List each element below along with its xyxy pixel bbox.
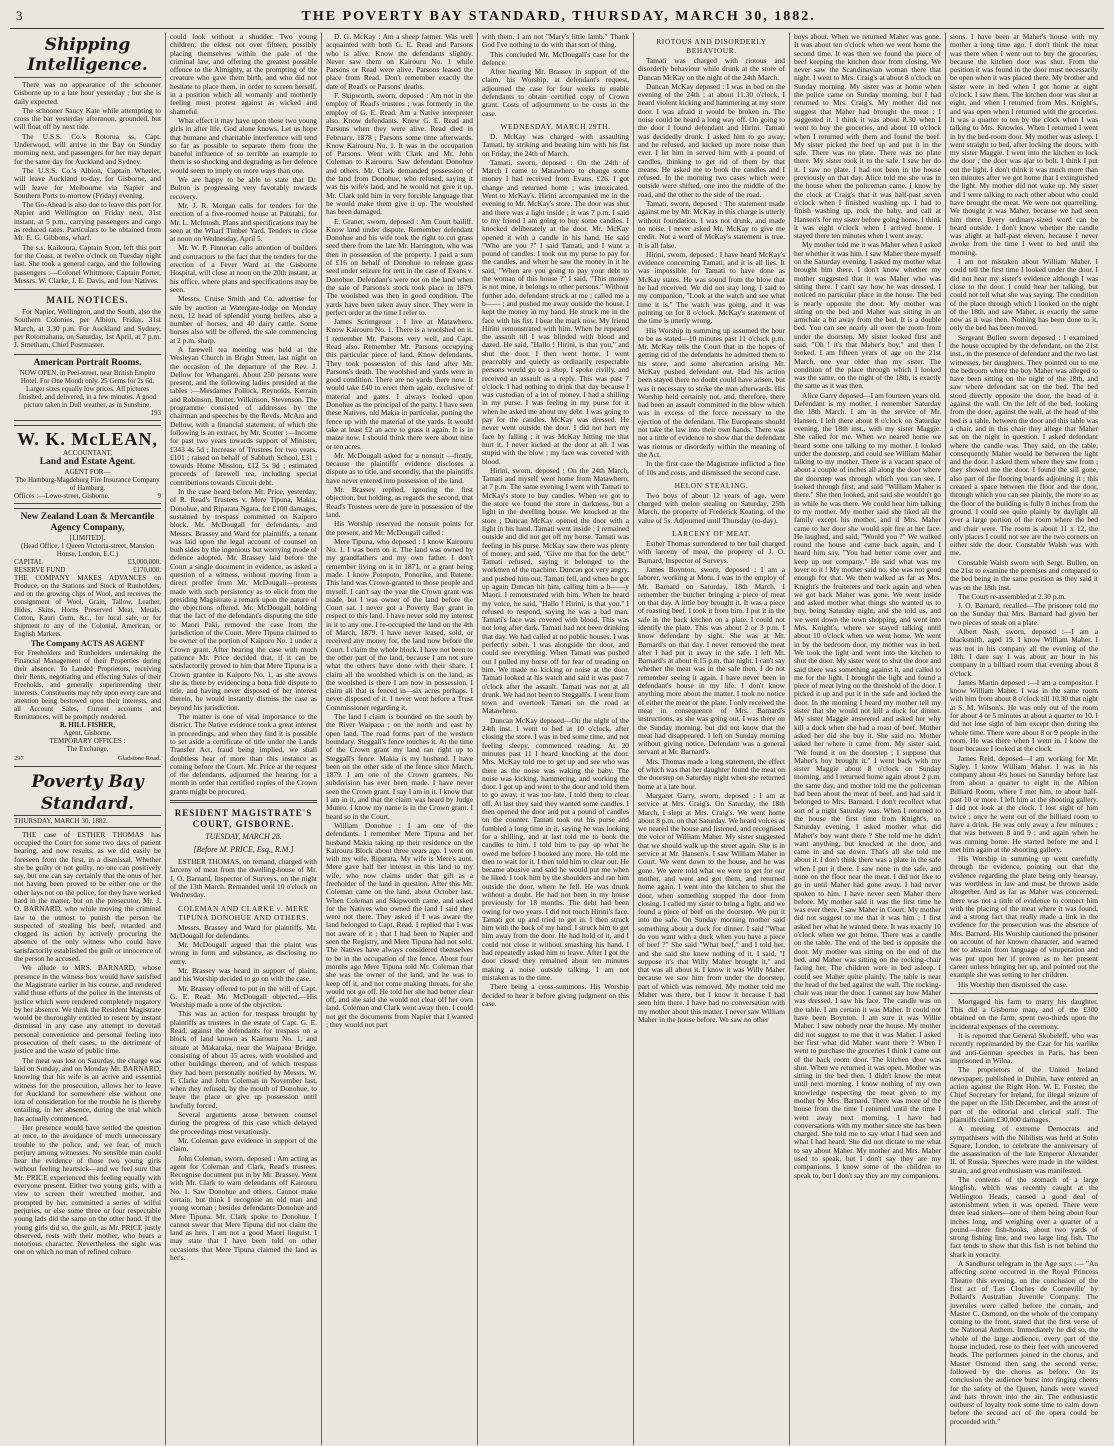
advert-text-2: For Freeholders and Runholders undertaking the Financial Management of their Properties during their absence. To Landed Proprietors, receiving their Rents, negotiating and effecting Sales of their Freeholds, and generally superintending their interests. Constituents may rely upon every care and attention being bestowed upon their interests, and all Account Sales, Current accounts and Remittances, will be promptly rendered. xyxy=(14,648,161,721)
paragraph: There being a cross-summons, His Worship decided to hear it before giving judgment on this case. xyxy=(482,982,629,1008)
column-3 xyxy=(322,33,478,1445)
divider xyxy=(170,800,317,803)
paragraph: The s.s. Kaikoura, Captain Scott, left this port for the Coast, at twelve o'clock on Tuesday night last. She took a general cargo, and the following passengers :—Colonel Whitmore, Captain Porter, Messrs. W. Clarke, J. E. Davis, and four Natives. xyxy=(14,242,161,285)
paragraph: We are happy to be able to state that Dr. Bulton is progressing very favorably towards recovery. xyxy=(170,175,317,201)
temporary-offices: TEMPORARY OFFICES : xyxy=(49,736,126,745)
paragraph: The U.S.S. Co.'s Albion, Captain Wheeler, will leave Auckland to-day, for Gisborne, and will leave for Melbourne via Napier and Southern Ports to-morrow (Friday) evening. xyxy=(14,165,161,200)
columns xyxy=(10,33,1104,1445)
column-2 xyxy=(166,33,322,1445)
paragraph: Albert Nash, sworn, deposed :—I am a blacksmith, aged 19. I know William Maher. I was not in his company all the evening of the 18th. I dare say I was about an hour in his company in a billiard room that evening about 8 o'clock. xyxy=(950,627,1098,678)
advert-office: Offices :—Lowe-street, Gisborne. xyxy=(14,491,110,500)
paragraph: Sergeant Bullen sworn deposed : I examined the house occupied by the defendant, on the 21st inst., in the presence of defendant and the two last witnesses, her daughters. They pointed out to me the bedroom where the boy Maher was alleged to have been sitting on the night of the 18th, and saw where defendant sat on the bed. The bed stood directly opposite the door, the head of it against the wall. On the left of the bed, looking from the door, against the wall, at the head of the bed is a table, between the door and this table was a chair, and in this chair they allege that Maher sat on the night in question. I asked defendant where the candle was. They said, on the table, consequently Maher would be between the light and the door. I asked them where they saw from ; they showed me the door. I found the sill gone, also part of the flooring boards adjoining it ; this created a space between the floor and the door, through which you can see plainly, the more so as the floor of the building is fully 8 inches from the ground. I could see quite plainly by daylight all over a large portion of the room where the bed and chair were. The room is about 11 x 12, the only places I could not see are the two corners on either side the door. Constable Walsh was with me. xyxy=(950,332,1098,558)
reserve-value: £170,000. xyxy=(133,565,161,574)
masthead-title: THE POVERTY BAY STANDARD, THURSDAY, MARCH 30, 1882. xyxy=(301,9,816,24)
court-heading: RESIDENT MAGISTRATE'S COURT, GISBORNE. xyxy=(174,808,313,830)
column-5 xyxy=(634,33,790,1445)
advert-limited: [LIMITED]. xyxy=(69,533,106,542)
paragraph: Messrs. Cruise Smith and Co. advertise for sale by auction at Watergate-lodge on Monday next, 12 head of splendid young heifers, also a number of horses, and 40 dairy cattle. Some horses also will be offered, the sale commencing at 2 p.m. sharp. xyxy=(170,294,317,345)
advert-agent: AGENT FOR— xyxy=(64,467,111,476)
paragraph: A Sandhurst telegram in the Age says :— "An affecting scene occurred in the Royal Princess Theatre this evening, on the conclusion of the first act of 'Les Cloches de Corneville' by Pollard's Australian Juvenile Company. The juveniles were called before the curtain, and Master C. Osmond, on the whole of the company coming to the front, stated that the first verse of the National Anthem. Immediately he did so, the whole of the large audience, every part of the house included, rose to their feet with uncovered heads. The performers joined in the chorus, and Master Osmond then sang the second verse, followed by the chorus as before. On its conclusion the audience burst into ringing cheers for the safety of the Queen, hands were waved and hats thrown into the air. The enthusiastic outburst of loyalty took some time to calm down before the second act of the opera could be proceeded with." xyxy=(950,1259,1098,1426)
advert-nz-loan xyxy=(14,508,161,767)
dateline xyxy=(14,815,161,828)
paragraph: Two boys of about 12 years of age, were charged with melon stealing on Saturday, 25th March, the property of Frederick Keating, of the value of 5s. Adjourned until Thursday (to-day). xyxy=(638,490,785,525)
column-1 xyxy=(10,33,166,1445)
advert-road: Gladstone Road. xyxy=(117,754,161,762)
advert-mclean xyxy=(14,425,161,504)
paragraph: Mr. W. P. Finneran calls attention of builders and contractors to the fact that the tenders for the erection of a Fever Ward at the Gisborne Hospital, will close at noon on the 20th instant, at his office, where plans and specifications may be seen. xyxy=(170,243,317,294)
paragraph: Mr. Brassey replied, ignoring the first objection, but holding, as regards the second, that Read's Trustees were de jure in possession of the land. xyxy=(326,485,473,519)
paragraph: James Reid, deposed—I am working for Mr. Sigley. I know William Maher. I was in his company about 4½ hours on Saturday before last from about a quarter to eight in the Albion Billiard Room, where I met him, to about half-past 10 or more. I left him at the shooting gallery. I did not look at the clock. I lost sight of him twice ; once he went out of the billiard room to have a drink. He was only away a few minutes ; that was between 8 and 9 ; and again when he was running home. He started before me and I met him again at the shooting gallery. xyxy=(950,753,1098,854)
paragraph: The land I claim is bounded on the south by the River Waipaoa ; on the north and east by open land. The road forms part of the western boundary. Steggall's fence touches it. At the time of the Crown grant my land ran right up to Steggall's fence. Makia is my husband. I have been on the other side of the fence since March, 1879. I am one of the Crown grantees. No subdivision has ever been made. I have never seen the Crown grant. I say I am in it. I know that I am in it, and that the claim was heard by Judge Munro. I know my name is in the Crown grant. I heard so in the Court. xyxy=(326,712,473,821)
paragraph: Tamati, sworn, deposed : On the 24th of March I came to Matawhero to change some money I had received from Evans, £26. I got change and returned home ; was intoxicated. Went to McKay's. Hirini accompanied me in the evening to Mr. McKay's store. The door was shut and there was a light inside ; it was 7 p.m. I said to my friend I am going to buy some candles. I knocked deliberately at the door. Mr. McKay opened it with a candle in his hand. He said "Who are you ?" I said Tamati, and I want a pound of candles. I took out my purse to pay for the candles, and when he saw the money in it he said, "When are you going to pay your debt to the woman of this house ?" I said, "This money is not mine, it belongs to other persons." Without further ado, defendant struck at me ; called me a b—— ; and pushed me away outside the house. I kept the money in my hand. He struck me in the face with his fist. I bear the mark now. My friend Hirini remonstrated with him. When he repeated the assault till I was blinded with blood and dazed. He said, "Hallo ! Hirini, is that you," and shut the door. I then went home. I went peaceably and quietly as ordinarily respectable persons would go to a shop. I spoke civilly, and received an assault as a reply. This was past 7 o'clock. I had nothing to drink that day because I was custodian of a lot of money. I had a shilling in my purse. I was feeling in my purse for it when he asked me about my debt. I was going to pay for the candles. McKay was dressed. He never went outside the door. I did not hurt my face by falling ; it was McKay hitting me that hurt it. I never kicked at the door at all. I was stupid with the blow ; my face was covered with blood. xyxy=(482,157,629,466)
paper-title: Poverty Bay Standard. xyxy=(31,771,144,814)
advert-sub: Land and Estate Agent. xyxy=(39,456,136,467)
paragraph: The U.S.S. Co.'s Rotorua ss, Capt. Underwood, will arrive in the Bay on Sunday morning next, and passengers for her may depart for the same day for Auckland and Sydney. xyxy=(14,131,161,166)
paragraph: Mrs. Thomas made a long statement, the effect of which was that her daughter found the meat on the doorstep on Saturday night when she returned home at a late hour. xyxy=(638,756,785,791)
masthead xyxy=(10,8,1104,29)
paragraph: Esther Thomas surrendered to her bail charged with larceny of meat, the property of J. O. Barnard, Inspector of Surveys. xyxy=(638,539,785,565)
paragraph: ESTHER THOMAS, on remand, charged with larceny of meat from the dwelling-house of Mr. J. O. Barnard, Inspector of Surveys, on the night of the 13th March. Remanded until 10 o'clock on Wednesday. xyxy=(170,857,317,900)
column-7 xyxy=(946,33,1102,1445)
column-6 xyxy=(790,33,946,1445)
paragraph: James Boynton, sworn, deposed : I am a laborer, working at Motu. I was in the employ of Mr. Barnard on Saturday, 18th March. I remember the butcher bringing a piece of meat on that day. A little boy brought it. It was a piece of roasting beef. I took it from him. I put it in the safe in the back kitchen on a plate. I could not identify the plate. This was about 2 or 3 p.m. I know defendant by sight. She was at Mr. Barnard's on that day. I never removed the meat after I had put it away in the safe. I left Mr. Barnard's at about 6.15 p.m. that night. I can't say whether the meat was in the safe then. I do not remember seeing it again. I have never been in defendant's house in my life. I don't know anything more about the matter. I took no notice of either the meat or the plate. I only received the meat in consequence of Mrs. Barnard's instructions, as she was going out. I was there on the Sunday morning, but did not know that the meat had disappeared. I left on Sunday morning without giving notice. Defendant was a general servant at Mr. Barnard's. xyxy=(638,564,785,757)
advert-portrait-rooms xyxy=(14,354,161,421)
advert-text: THE COMPANY MAKES ADVANCES on Produce, on the Stations and Stock of Runholders, and on the growing clips of Wool, and receives the consignment of Wool, Grain, Tallow, Leather, Hides, Skins, Horns Preserved Meat, Metals, Cotton, Kauri Gum, &c., for local sale, or for shipment to any of the Colonial, American, or English Markets. xyxy=(14,573,161,638)
paragraph: James Martin deposed :—I am a compositor. I know William Maher. I was in the same room with him from about 8 o'clock till 10.30 that night at S. M. Wilson's. He was only out of the room for about 4 or 5 minutes at about a quarter to 10. I did not lose sight of him except then during the whole time. There were about 8 or 9 people in the room. He was there when I went in. I know the hour because I looked at the clock. xyxy=(950,677,1098,754)
paragraph: Mr. McDougall asked for a nonsuit —firstly, because the plaintiffs' evidence discloses a dispute as to title, and secondly, that the plaintiffs have never entered into possession of the land. xyxy=(326,450,473,485)
paragraph: A farewell tea meeting was held at the Wesleyan Church in Bright Street, last night on the occasion of the departure of the Rev. J. Dellow for Whangarei. About 250 persons were present, and the following ladies presided at the tables :—Mesdames Pollock, Reynolds, Kerrain and Robinson, Rutter, Wilkinson, Stevenson. The programme consisted of addresses by the chairman and speeches by the Revds. McAra and Dellow, with a financial statement, of which the following is an extract, by Mr. Scotter :—Income for past two years towards support of Minister, £343 4s 5d ; Increase of Trustees for two years, £101 ; raised on behalf of Sabbath School, £31 ; towards Home Mission, £12 5s 9d ; estimated proceeds of farewell tea, including special contributions towards Circuit debt. xyxy=(170,344,317,487)
paragraph: Mere Tipuna, who deposed : I know Kairouru No. 1. I was born on it. The land was owned by my grandfathers and my own father. I don't remember living on it in 1871, or a grant being made. I know Potopoto, Ponorike, and Rutene. This land was Crown-granted to those people and myself. I can't say the year the Crown grant was made, but I was owner of the land before the Court sat. I never got a Poverty Bay grant in respect to this land. I have never sold my interest in it to any one. I re-occupied the land on the 4th of March, 1879. I have never leased, sold, or received any money for, the land now before the Court. I claim the whole block. I have not been to the other part of the land, because I am not sure what the others have done with their share. I claim all the woolshed which is on the land, as the woolshed is there I am now in possession. I claim all that is fenced in—six acres perhaps. I never disposed of it. I never went before a Trust Commissioner regarding it. xyxy=(326,536,473,712)
paragraph: The proprietors of the United Ireland newspaper, published in Dublin, have entered an action against the Right Hon. W. E. Forster, the Chief Secretary for Ireland, for illegal seizure of the paper on the 15th December, and the arrest of part of the editorial and clerical staff. The plaintiffs claim £30,000 damages. xyxy=(950,1065,1098,1124)
advert-title: New Zealand Loan & Mercantile Agency Company, xyxy=(20,511,155,533)
page-number-right xyxy=(1093,8,1098,24)
paragraph: For Napier, Wellington, and the South, also the Southern Colonies, per Albion, Friday, 31st March, at 3.30 p.m. For Auckland and Sydney, per Rotomahana, on Saturday, 1st April, at 7 p.m. J. Smetham, Chief Postmaster. xyxy=(14,307,161,350)
capital-value: £3,000,000. xyxy=(127,557,161,566)
paragraph: Mr. Brassey was heard in support of plaint, and his Worship decided to go on with the case. xyxy=(170,965,317,984)
paragraph: James Scrimgeour : I live at Matawhero. Know Kairouru No. 1. There is a woolshed on it. I remember Mr. Parsons very well, and Capt. Read also. Remember Mr. Parsons occupying this particular piece of land. Know defendants. They took possession of this land after Mr. Parsons's death. The woolshed and yards were in good condition. There are no yards there now. It would take £40 to erect them again, exclusive of material and gates. I always looked upon Donohue as the principal of the party. I have seen these Natives, old Makia in particular, putting the fence up with the material of the yards. It would take at least £2 an acre to grass it again. It is in maize now. I should think there were about nine or ten acres. xyxy=(326,317,473,451)
leader-paragraph: THE case of ESTHER THOMAS has occupied the Court for some two days of patient hearing, and now results, as we did easily be foreseen from the first, in a dismissal. Whether she be guilty or not guilty, no one can positively say, but one can say certainly that the onus of her not having been proved to be either one or the other lays not on the police, for they have worked hard in the matter, but on the prosecutor, Mr. J. O. BARNARD, who while moving the criminal law to the utmost to punish the person he suspected of stealing his beef, retarded and clogged its action by actively procuring the absence of the only witness who could have satisfactorily established the guilt or innocence of the person he accused. xyxy=(14,829,161,964)
advert-text: The Hamburg-Magdeburg Fire Insurance Company of Hamburg. xyxy=(15,475,160,492)
paragraph: Mr. J. R. Morgan calls for tenders for the erection of a five-roomed house at Patutahi, for Mr. L. McIntosh. Plans and specifications may be seen at the Wharf Timber Yard. Tenders to close at noon on Wednesday, April 5. xyxy=(170,200,317,244)
advert-number: 297 xyxy=(14,754,24,762)
paragraph: Mr. Coleman gave evidence in support of the claim. xyxy=(170,1135,317,1154)
page-number: 3 xyxy=(16,8,24,23)
paragraph: Mr. Brassey offered to put in the will of Capt. G. E. Read. Mr. McDougall objected.—His Worship made a note of the objection. xyxy=(170,983,317,1010)
paragraph: This was an action for trespass brought by plaintiffs as trustees in the estate of Capt. G. E. Read, against the defendants for trespass on a block of land known as Kairouru No. 1, and situate at Makaraka, near the Waipaoa Bridge, consisting of about 15 acres, with woolshed and other buildings thereon, and of which trespass they had been personally notified by Messrs. W. F. Clarke and John Coleman in November last, when they refused, by the mouth of Donohue, to leave the place or give up possession until lawfully forced. xyxy=(170,1009,317,1110)
paragraph: There was no appearance of the schooner Gisborne up to a late hour yesterday ; but she is daily expected. xyxy=(14,80,161,106)
paragraph: with them. I am not "Mary's little lamb." Thank God I've nothing to do with that sort of thing. xyxy=(482,33,629,50)
mail-notices-heading: MAIL NOTICES. xyxy=(46,295,129,306)
paragraph: The Go-Ahead is also due to leave this port for Napier and Wellington on Friday next, 31st instant, at 5 p.m., carrying passengers and cargo as reduced rates. Particulars to be obtained from Mr. E. G. Gibbons, wharf. xyxy=(14,200,161,243)
paragraph: In the first case the Magistrate inflicted a fine of 10s and costs, and dismissed the second case. xyxy=(638,459,785,477)
section-heading: RIOTOUS AND DISORDERLY BEHAVIOUR. xyxy=(656,37,767,55)
reserve-label: RESERVE FUND xyxy=(14,565,66,574)
temporary-place: The Exchange, xyxy=(66,744,109,753)
paragraph: The contents of the stomach of a large kingfish, which was recently caught at the Wellington Heads, caused a good deal of astonishment when it was opened. There were three lead sinkers—one of them being about four inches long, and weighing over a quarter of a pound—three fish-hooks, about two yards of strong fishing line, and two large ling fish. The fact tends to show that this fish is not behind the shark in voracity. xyxy=(950,1175,1098,1259)
advert-role: ACCOUNTANT, xyxy=(63,448,112,457)
section-heading: HELON STEALING. xyxy=(674,480,749,490)
paragraph: His Worship in summing up assumed the hour to be as stated—10 minutes past 11 o'clock p.m. Mr. McKay tells the Court that in the hopes of getting rid of the defendants he admitted them to his store, and some altercation arising Mr. McKay pushed defendant out. Had his action been stayed there no doubt could have arisen, but was it necessary to strike the man afterwards. His Worship held certainly not, and, therefore, there had been an assault committed in the blow which was in excess of the force necessary to the ejection of the defendant. The Europeans should not take the law into their own hands. There was not a tittle of evidence to show that the defendant was riotous or disorderly within the meaning of the Act. xyxy=(638,325,785,459)
divider xyxy=(950,993,1098,994)
paragraph: D. G. McKay : Am a sheep farmer. Was well acquainted with both G. E. Read and Parsons who is alive. Know the defendants slightly. Never saw them on Kairouru No. 1 while Parsons or Read were alive. Parsons leased the place from Read. Don't remember exactly the date of Read's or Parsons' deaths. xyxy=(326,33,473,91)
paragraph: What effect it may have upon these two young girls in after life, God alone knows. Let us hope that humane and charitable interference will tend so far as possible to separate them from the baneful influence of so terrible an example to them is so shocking and degrading as her defence would seem to imply on more ways than one. xyxy=(170,115,317,175)
paragraph: Margaret Garry, sworn, deposed : I am at service at Mrs. Craig's. On Saturday, the 18th March, I slept at Mrs. Craig's. We went home about 8 p.m. on that Saturday. We heard voices as we neared the house and listened, and recognised the voice of William Maher. My sister suggested that we should walk up the street again. She is in service at Mr. Hansen's. I saw William Maher in Court. We went down to the house, and he was gone. We were told what we were to get for our mother, and went and got them, and returned home again. I went into the kitchen to shut the door, when something stopped the door from closing. I called my sister to bring a light, and we found a piece of beef on the doorstep. We put it into the safe. On Sunday morning mother said something about a duck for dinner. I said "What do you want with a duck when you have a piece of beef ?" She said "What beef," and I told her, and she said she knew nothing of it. I said, "I suppose it's that Willy Maher brought it," and that was all about it. I know it was Willy Maher because we saw him from under the doorstep, part of which was removed. My mother told me Maher was there, but I know it because I had seen him there. I have had no conversation with my mother about this matter. I never saw William Maher in the house before. We saw no other xyxy=(638,790,785,1024)
paragraph: His Worship then dismissed the case. xyxy=(958,979,1068,989)
advert-agent-name: R. HILL FISHER, xyxy=(59,720,116,729)
court-before: [Before M. PRICE, Esq., R.M.] xyxy=(193,845,294,855)
advert-name: W. K. McLEAN, xyxy=(17,428,158,449)
paragraph: Constable Walsh sworn with Sergt. Bullen, on the 21st to examine the premises and compared to the bed being in the same position as they said it was on the 18th inst. xyxy=(950,557,1098,592)
paragraph: The schooner Saucy Kate while attempting to cross the bar yesterday afternoon, grounded, but will float off by next tide. xyxy=(14,105,161,132)
paragraph: Mortgaged his farm to marry his daughter. This did a Gisborne man, and of the £300 obtained on the farm, spent two-thirds upon the incidental expenses of the ceremony. xyxy=(950,996,1098,1031)
paragraph: D. McKay was charged with assaulting Tamati, by striking and beating him with his fist on Friday, the 24th of March. xyxy=(482,131,629,158)
paragraph: J. O. Barnard, recalled—The prisoner told me on the Sunday that Mrs. Barnard had given her two pieces of steak on a plate. xyxy=(950,601,1098,627)
paragraph: sions. I have been at Maher's house with my mother a long time ago. I don't think the meat was there when I went out to buy the groceries, because the kitchen door was shut. From the position it was found in the door must necessarily be open when it was placed there. My brother and sister were in bed when I got home at eight o'clock. I saw them. The kitchen door was shut at eight, and when I returned from Mrs. Knight's, and was open when I returned with the groceries. It was a quarter to ten by the clock when I was talking to Mrs. Knowles. When I returned I went in by the bed-room door. My mother was asleep. I went straight to bed, after locking the doors, with my sister Maggie. I went into the kitchen to lock the door ; the door was ajar to bolt. I think I put out the light. I don't think it was much more than ten minutes after we got home that I extinguished the light. My mother did not wake up. My sister and I were talking to each other about who could have brought the meat. We were not quarrelling. We thought it was Maher, because we had seen him there. Every ordinary-sized word can be heard outside. I don't know whether the candle was alight at half-past eleven, because I never awoke from the time I went to bed until the morning. xyxy=(950,33,1098,257)
column-4 xyxy=(478,33,634,1445)
paragraph: His Worship reserved the nonsuit points for the present, and Mr. McDougall called : xyxy=(326,519,473,537)
shipping-heading: Shipping Intelligence. xyxy=(14,35,161,78)
paragraph: Tamati, sworn, deposed : The statement made against me by Mr. McKay in this charge is utterly without foundation. I was not drunk, and made no noise. I never asked Mr. McKay to give me credit. Not a word of McKay's statement is true. It is all false. xyxy=(638,199,785,250)
paragraph: could look without a shudder. Two young children, the eldest not over fifteen, possibly placing themselves within the pale of the criminal law, and offering the greatest possible offence to the Almighty, at the prompting of the creature who gave them birth, and who did not hesitate to place them, in order to screen herself, in a position which all womanly and motherly feeling must protest against as wicked and shameful. xyxy=(170,33,317,116)
paragraph: I am not mistaken about William Maher. I could tell the first time I looked under the door. I did not hear my sister's evidence although I was close to the door. I could hear her talking, but could not tell what she was saying. The condition of the place through which I looked on the night of the 18th, and saw Maher, is exactly the same now as it was then. Nothing has been done to it, only the bed has been moved. xyxy=(950,257,1098,333)
advert-office: (Head Office, 1 Queen Victoria-street, Mansion House, London, E.C.) xyxy=(20,541,155,558)
date-heading: WEDNESDAY, MARCH 29TH. xyxy=(500,121,611,131)
paragraph: E. Graner, sworn, deposed : Am Court bailiff. Know land under dispute. Remember defendant Donohue and his wife took the right to cut grass seed there from the late Mr. Harrington, who was then in possession of the property. I paid a sum of £16 on behalf of Donohue to release grass seed under seizure for rent in the case of Evans v. Donohue. Defendant's were not on the land when the sale of Parsons's stock took place in 1879. The woolshed was then in good condition. The yards have been taken away since. They were in perfect order at the time I refer to. xyxy=(326,216,473,317)
advert-title: American Portrait Rooms. xyxy=(33,357,142,368)
leader-paragraph: The meat was lost on Saturday, the charge was laid on Sunday, and on Monday Mr. BARNARD, knowing that his wife is an active and essential witness for the prosecution, allows her to leave for Auckland for somewhere else without one iota of consideration for the trouble he is thereby entailing, in her absence, during the trial which has actually commenced. xyxy=(14,1055,161,1123)
leader-paragraph: Her presence would have settled the question at once, to the avoidance of much unnecessary trouble to the police, and, we fear, of much perjury among witnesses. No sensible man could hear the evidence of those two young girls without feeling heartsick—and we feel sure that Mr. PRICE experienced this feeling equally with everyone present. Either two young girls, with a view to screen their wretched mother, and prompted by her, committed a series of wilful perjuries, or else some three or four respectable young lads did the same on the other hand. If the young girls did so, the guilt, as Mr. PRICE justly observed, rests with their mother, who bears a notorious character. Nevertheless the sight was one on which no man of refined culture xyxy=(14,1123,161,1257)
paragraph: Duncan McKay deposed : I was in bed on the evening of the 24th ; at about 11.30 o'clock, I heard violent kicking and hammering at my store door. I was afraid it would be broken in. The noise could be heard a long way off. On going to the door I found defendant and Hirini. Tamati was decidedly drunk. I asked him to go away, and he refused, and kicked up more noise than ever. I let him in served him with a pound of candles, thinking to get rid of them by that means. He asked me to book the candles and I refused. In the morning two cases which were outside were shifted, one into the middle of the road, and the other to the side of the road. xyxy=(638,81,785,199)
paragraph: John Coleman, sworn, deposed : Am acting as agent for Coleman and Clark, Read's trustees. Recognise document put in by Mr. Brassey. Went with Mr. Clark to warn defendants off Kairouru No. 1. Saw Donohue and others. Cannot make certain, but think I recognise an old man and young woman ; besides defendants Donohue and Mere Tipuna. Mr. Clark spoke to Donohue. I cannot swear that Mere Tipuna did not claim the land as hers. I am not a good Maori linguist. I may state that I have been told on other occasions that Mere Tipuna claimed the land as her's. xyxy=(170,1153,317,1263)
divider xyxy=(14,289,161,290)
advert-number: 193 xyxy=(150,408,161,417)
paragraph: Hirini, sworn, deposed : On the 24th March, Tamati and myself went home from Matawhero, at 7 p.m. The same evening I went with Tamati to McKay's store to buy candles. When we got to the store we found the store in darkness, but a light in the dwelling house. We knocked at the store ; Duncan McKay opened the door with a light in his hand. Tamati went inside ; I remained outside and did not get off my horse. Tamati was feeling in his purse. McKay saw there was plenty of money, and said, "Give me that for the debt." Tamati refused, saying it belonged to the workmen of the machine. Duncan got very angry, and pushed him out. Tamati fell, and when he got up again Duncan hit him, calling him a b——y Maori. I remonstrated with him. When he heard my voice, he said, "Hallo ! Hirini, is that you." I refused to respond, saying he was a bad man. Tamati's face was covered with blood. This was not long after dark. Tamati had not been drinking that day. We had called at no public houses. I was perfectly sober. I was alongside the door, and could see everything. When Tamati was pushed out I pulled my horse off for fear of treading on him. We made no kicking or noise at the door. Tamati looked at his watch and said it was past 7 o'clock after the assault. Tamati was not at all drunk. We had not been to Steggall's. I went from town and overtook Tamati on the road at Matawhero. xyxy=(482,465,629,716)
paragraph: His Worship in summing up went carefully through the evidence, pointing out that the evidence regarding the plate being only hearsay, was worthless in law and must be thrown aside altogether. And as far as Maher was concerned, there was not a tittle of evidence to connect him with the placing of the meat where it was found, and a strong fact that really made a link in the evidence for the prosecution was the absence of Mrs. Barnard. His Worship cautioned the prisoner on account of her known character, and warned her to abstain from language of vituperation and was put upon her if proven as to her present career unless bringing her up, and pointed out the example she was setting to her children. xyxy=(950,854,1098,980)
paragraph: It is reported that General Skobeleff, who was recently reprimanded by the Czar for his warlike and anti-German speeches in Paris, has been imprisoned in Wilna. xyxy=(950,1031,1098,1065)
paragraph: This concluded Mr. McDougall's case for the defence. xyxy=(482,49,629,67)
leader-paragraph: We allude to MRS. BARNARD, whose presence in the witness box would have satisfied the Magistrate earlier in his course, and rendered valid those efforts of the police in the interests of justice which were rendered completely nugatory by her absence. We think the Resident Magistrate would be thoroughly entitled to resent by instant dismissal in any case any attempt to dovetail personal convenience and personal feeling into prosecution of theft cases, to the detriment of justice and the waste of public time. xyxy=(14,963,161,1056)
paragraph: Messrs. Brassey and Ward for plaintiffs. Mr. McDougall for defendants. xyxy=(170,922,317,940)
paragraph: William Donohue : I am one of the defendants. I remember Mere Tipuna and her husband Makia taking up their residence on the Kairouru Block about three years ago. I went on with my wife, Riparata. My wife is Mere's aunt. Mere gave half her interest in this land to my wife, who now claims under that gift as a freeholder of the land in question. After this Mr. Coleman came on the land, about October last. When Coleman and Skipworth came, and asked for the Natives who owned the land I said they were not there. They asked if I was aware the land belonged to Capt. Read. I replied that I was not aware of it ; that I had been to Napier and seen the Registry, and Mere Tipuna had not sold. The Natives have always considered themselves to be in the occupation of the fence. About four months ago Mere Tipuna told Mr. Coleman that she was the owner of the land, and he was to keep off it, and not come making threats, for she would not go off. He told her she had better clear off, and she said she would not clear off her own land. Coleman and Clark went away then. I could not get the documents from Napier that I wanted ; they would not part xyxy=(326,820,473,1030)
paragraph: After hearing Mr. Brassey in support of the claim, his Worship, at defendant's request, adjourned the case for four weeks to enable defendants to obtain certified copy of Crown grant. Costs of adjournment to be costs in the case. xyxy=(482,67,629,118)
advert-acts: The Company ACTS AS AGENT xyxy=(30,638,145,648)
paragraph: My mother told me it was Maher when I asked her whether it was him. I saw Maher there myself on the Saturday evening. I asked my mother what brought him there. I don't know whether my mother suggested that it was Maher who was sitting there. I can't say how he was dressed. I noticed no particular place in the house. The bed is nearly opposite the door. My mother was sitting on the bed and Maher was sitting in an armchair a bit away from the bed. It is a double bed. You can see nearly all over the room from under the doorstep. My sister looked first and said, "Oh ! it's that Maher's boy," and then I looked. I am fifteen years of age on the 21st March, one year older than my sister. The condition of the place through which I looked was the same, on the night of the 18th, is exactly the same as it was then. xyxy=(794,240,941,391)
paragraph: F. Skipworth, sworn, deposed : Am not in the employ of Read's trustees ; was formerly in the employ of G. E. Read. Am a Native interpreter also. Know defendants. Knew G. E. Read and Parsons when they were alive. Read died in February, 1878 ; Parsons some time afterwards. Know Kairouru No. 1. It was in the occupation of Parsons. Went with Clark and Mr. John Coleman to Kairouru. Saw defendant Donohue and others. Mr. Clark demanded possession of the land from Donohue, who refused, saying it was his wife's land, and he would not give it up. Mr. Clark told him in very forcible language that he would make them give it up. The woolshed has been damaged. xyxy=(326,91,473,217)
paragraph: A meeting of extreme Democrats and sympathisers with the Nihilists was held at Soho Square, London, to celebrate the anniversary of the assassination of the late Emperor Alexander II. of Russia. Speeches were made in the wildest strain, and great enthusiasm was manifested. xyxy=(950,1124,1098,1175)
paragraph: The Court re-assembled at 2.30 p.m. xyxy=(958,591,1066,601)
advert-text: NOW OPEN, in Peel-street, near British Empire Hotel. For One Month only. 25 Gems for 2s 6d. Larger sizes equally low prices. All pictures finished, and delivered, in a few minutes. A good picture taken in Dull weather, as in Sunshine. xyxy=(18,368,157,409)
paragraph: Hirini, sworn, deposed : I have heard McKay's evidence concerning Tamati, and it is all lies. It was impossible for Tamati to have done as McKay states. He was sound from the blow that he had received. We did not stay long. I said to my companion, "Look at the watch and see what time it is." The watch was going, and it was pointing on for 8 o'clock. McKay's statement of the time is utterly wrong. xyxy=(638,249,785,326)
case-heading: COLEMAN AND CLARKE v. MERE TIPUNA DONOHUE AND OTHERS. xyxy=(178,903,309,922)
paragraph: Duncan McKay deposed—On the night of the 24th inst. I went to bed at 10 o'clock, after closing the store. I was in bed some time, and not feeling sleepy, commenced reading. At 20 minutes past 11 I heard knocking at the door. Mrs. McKay told me to get up and see who was there as the noise was waking the baby. The noise was kicking, hammering, and working the door. I got up and went to the door and told them to go away, it was too late. I told them to clear off. At last they said they wanted some candles. I then opened the door and put a pound of candles on the counter. Tamati took out his purse and fumbled a long time in it, saying he was looking for a shilling, and at last told me to book the candles to him. I told him to pay up what he owed me before I booked any more. He told me then to wait for it. I then told him to clear out. He became abusive and said he would put me when he liked. I took him by the shoulders and ran him outside the door, where he fell. He was drunk without a doubt. He had not been in my house previously for 18 months. The debt had been owing for two years. I did not touch Hirini's face. Tamati got up and tried to get in. I then struck him with the back of my hand. I struck him to get him away from the door. He had hold of it, and I could not close it without smashing his hand. I had repeatedly asked him to leave. After I got the door closed they remained about ten minutes making a noise outside talking. I am not mistaken as to the time. xyxy=(482,715,629,982)
dateline-text: THURSDAY, MARCH 30, 1882. xyxy=(14,816,108,825)
paragraph: In the case heard before Mr. Price, yesterday, of R. Read's Trustees v. Mere Tipuna, Makia, Donohue, and Riparata Ngata, for £100 damages, sustained by trespass committed on Kaiporo block, Mr. McDougall for defendants, and Messrs. Brassey and Ward for plaintiffs, a tenant was laid upon the legal account of counsel on both sides by the ingenious but worrying mode of defence adopted. Mr. Brassey laid before the Court a single document in evidence, as asked a question of a witness, without moving from a direct proffer from Mr. McDougall—protests made with such persistency as to elicit from the presiding Magistrate a remark upon the nature of the objections offered. Mr. McDougall holding that the fact of the defendant's disputing the title to Maori Paki, removed the case from the jurisdiction of the Court. Mere Tipuna claimed to be owner of the portion of Kaiporo No. 1 under a Crown grant. After hearing the case with much patience Mr. Price decided that, if it can be satisfactorily proved to him that Mere Tipuna is a Crown grantee in Kaiporo No. 1, as she avows she is, there by evidencing a bona fide dispute to title, and having never disposed of her interest therein, he would instantly dismiss the case as beyond his jurisdiction. xyxy=(170,487,317,712)
court-date: TUESDAY, MARCH 28. xyxy=(205,832,282,842)
paragraph: The matter is one of vital importance to the district. The Native evidence took a great interest in proceedings, and when they find it is possible to set aside a certificate of title under the Lands Transfer Act, fraud being implied, we shall doubtless hear of more than this instance as coming before the Court. Mr. Price at the request of the defendants, adjourned the hearing for a month in order that certified copies of the Crown grants might be procured. xyxy=(170,712,317,796)
paragraph: Alice Garry deposed—I am fourteen years old. Defendant is my mother. I remember Saturday the 18th March. I am in the service of Mr. Hansen. I left there about 8 o'clock on Saturday evening, the 18th inst., with my sister Maggie. She called for me. When we neared home we heard some one talking to my mother. I looked under the doorstep, and could see William Maher talking to my mother. There is a vacant space of about a couple of inches all along the door where the doorstep was through which you can see. I looked through first, and said "William Maher is there." She then looked, and said she wouldn't go in while he was there. We could hear him talking to my mother. My mother said she liked all the family except his mother, and if Mrs. Maher came to her door she would spit fire at her face. He laughed, and said, "Would you ?" We walked round the house and came back again, and I heard him say, "You had better come over and keep up our company." He said what was my lover to it ! My mother said no, she was not good enough for that. We then walked as far as Mrs. Knight's the fruiterers and back again and when we got back Maher was gone. We went inside and asked mother what things she wanted us to buy, being Saturday night, and she told us, and we went down the town shopping, and went into Mrs. Knight's, where we stayed talking until about 10 o'clock when we went home. We went in by the bedroom door, my mother was in bed. We took the light and went into the kitchen to shut the door. My sister went to shut the door and said there was something against it, and called to me for the light. I brought the light and found a piece of meat lying on the threshold of the door. I picked it up and put it in the safe and locked the door. In the morning I heard my mother tell my sister that she would not kill a duck for dinner. My sister Maggie answered and asked her why kill a duck when she had a roast of beef. Mother asked her did she buy it. She said no. Mother asked her where it came from. My sister said, "We found it on the doorstep ; I suppose that Maher's boy brought it." I went back with my sister Maggie about 8 o'clock on Sunday morning, and I returned home again about 2 p.m. the same day, and mother told me the policeman had been about the meat of beef, and had said it belonged to Mrs. Barnard. I don't recollect what sort of a night Saturday was. When I returned to the house the first time from Knight's, on Saturday evening, I asked mother what did Maher's boy want there ? She told me he didn't want anything, but knocked at the door, and came in and sat down. That's all she told me about it. I don't think there was a plate in the safe when I put it there. I saw none in the safe, and none on the floor near the meat. I did not like to go in until Maher had gone away. I had never spoken to him. I have never seen Maher there before. My mother said it was the first time he was ever there. I saw Maher in Court. My mother did not suggest to me that it was him ; I first asked her what he wanted there. It was exactly 10 o'clock when we got home. There was a candle on the table. The end of the bed is opposite the door. My mother was sitting on the end of the bed, and Maher was sitting on the rocking-chair facing her. The children were in bed asleep. I could see Maher quite plainly. The table is near the head of the bed against the wall. The rocking-chair was near the door. I cannot say how Maher was dressed. I saw his face. The candle was on the table. I am certain it was Maher. It could not have been Boynton. I am sure it was Willie Maher. I saw nobody near the house. My mother did not suggest to me that it was Maher. I asked her first what did Maher want there ? When I went to purchase the groceries I think I came out of the back room door. The kitchen door was shut. When we returned it was open. Mother was sitting in the bed then. I didn't know the meat until next morning. I know nothing of my own knowledge respecting the meat given to my mother by Mrs. Barnard. There was more of the house from the time I returned until the time I went away next morning. I have had conversations with my mother since she has been charged. She told me to say what I had seen and what I had heard. She did not dictate to me what to say about Maher. My mother and Mrs. Maher used to speak, but I don't say they are my companions. I know some of the children to speak to, but I don't say they are my companions. xyxy=(794,390,941,1180)
paragraph: Tamati was charged with riotous and disorderly behaviour while drunk at the store of Duncan McKay on the night of the 24th March. xyxy=(638,56,785,82)
section-heading: LARCENY OF MEAT. xyxy=(672,529,751,539)
paragraph: Mr. McDougall argued that the plaint was wrong in form and substance, as disclosing no entry. xyxy=(170,940,317,966)
advert-agent-role: Agent, Gisborne. xyxy=(63,728,112,737)
paragraph: Several arguments arose between counsel during the progress of this case which delayed the proceedings most vexatiously. xyxy=(170,1110,317,1136)
capital-label: CAPITAL xyxy=(14,557,43,566)
paragraph: boys about. When we returned Maher was gone. It was about ten o'clock when we went home the second time. It was then we found the piece of beef keeping the kitchen door from closing. We never saw the Scandinavian woman there that night. I went to Mrs. Craig's at about 8 o'clock on Sunday morning. My sister was at home when the police came on Sunday morning, but I had returned to Mrs. Craig's. My mother did not suggest that Maher had brought the meat ; I suggested it. I think it was about 8.30 when I went to buy the groceries, and about 10 o'clock when I returned with them and found the beef. My sister picked the beef up and put it in the safe. There was no plate. There was no plate there. My sister took it to the safe. I saw her do it. I saw no plate. I had not been in the house previously on that day. Alice told me she was in the house when the policeman came. I know by the clock at Craig's that it was half-past seven o'clock when I finished washing up. I had to finish washing up, rock the baby, and call at Hansen's for my sister before going home. I think it was eight o'clock when I arrived home. I stayed there ten minutes when I went away. xyxy=(794,33,941,241)
advert-number: 9 xyxy=(157,491,161,500)
